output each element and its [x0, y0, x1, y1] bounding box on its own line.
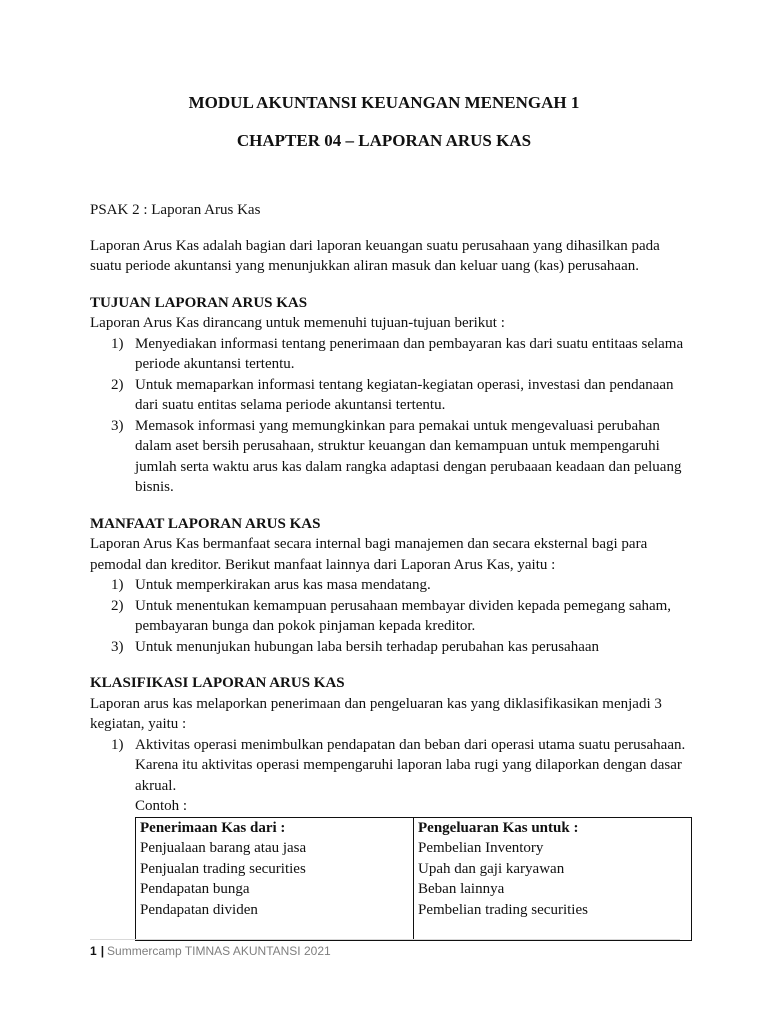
- manfaat-lead: Laporan Arus Kas bermanfaat secara internal bagi manajemen dan secara eksternal bagi para pemodal dan kreditor. Berikut manfaat lainnya dari Laporan Arus Kas, yaitu :: [90, 536, 648, 573]
- klasifikasi-list: [90, 735, 690, 797]
- intro-paragraph: Laporan Arus Kas adalah bagian dari laporan keuangan suatu perusahaan yang dihasilkan pada suatu periode akuntansi yang menunjukkan aliran masuk dan keluar uang (kas) perusahaan.: [90, 237, 660, 274]
- table-cell: [414, 817, 692, 941]
- table-cell-item: Pendapatan dividen: [140, 901, 258, 918]
- tujuan-list: [90, 334, 690, 498]
- contoh-label: Contoh :: [135, 798, 188, 814]
- tujuan-lead: Laporan Arus Kas dirancang untuk memenuhi tujuan-tujuan berikut :: [90, 315, 505, 331]
- table-cell-item: Penjualan trading securities: [140, 860, 306, 877]
- document-body: [90, 200, 690, 941]
- cash-flow-example-table: [135, 817, 692, 942]
- table-cell-item: Pembelian trading securities: [418, 901, 588, 918]
- page-footer: 1 | Summercamp TIMNAS AKUNTANSI 2021: [90, 944, 331, 958]
- pengeluaran-header: Pengeluaran Kas untuk :: [418, 819, 579, 836]
- tujuan-heading: TUJUAN LAPORAN ARUS KAS: [90, 294, 308, 311]
- footer-text: Summercamp TIMNAS AKUNTANSI 2021: [107, 944, 331, 958]
- list-item: 3) Untuk menunjukan hubungan laba bersih terhadap perubahan kas perusahaan: [111, 638, 600, 655]
- table-cell: [136, 817, 414, 941]
- table-row: [136, 817, 692, 941]
- page-number: 1: [90, 944, 97, 958]
- table-cell-item: Upah dan gaji karyawan: [418, 860, 565, 877]
- table-cell-item: Pendapatan bunga: [140, 881, 250, 897]
- list-item: 2) Untuk memaparkan informasi tentang kegiatan-kegiatan operasi, investasi dan pendanaan dari suatu entitas selama periode akuntansi tertentu.: [111, 376, 674, 413]
- klasifikasi-heading: KLASIFIKASI LAPORAN ARUS KAS: [90, 675, 345, 691]
- list-item: 1) Menyediakan informasi tentang penerimaan dan pembayaran kas dari suatu entitaas selama periode akuntansi tertentu.: [111, 335, 684, 372]
- manfaat-heading: MANFAAT LAPORAN ARUS KAS: [90, 515, 321, 532]
- klasifikasi-lead: Laporan arus kas melaporkan penerimaan dan pengeluaran kas yang diklasifikasikan menjadi 3 kegiatan, yaitu :: [90, 695, 662, 732]
- list-item: 1) Untuk memperkirakan arus kas masa mendatang.: [111, 577, 431, 593]
- chapter-title: CHAPTER 04 – LAPORAN ARUS KAS: [236, 131, 532, 150]
- manfaat-list: [90, 575, 690, 657]
- table-cell-item: Beban lainnya: [418, 881, 505, 897]
- list-item: 1) Aktivitas operasi menimbulkan pendapatan dan beban dari operasi utama suatu perusahaan. Karena itu aktivitas operasi mempengaruhi laporan laba rugi yang dilaporkan dengan dasar akrual.: [111, 736, 686, 794]
- footer-divider: [90, 939, 680, 940]
- table-cell-item: Pembelian Inventory: [418, 840, 544, 856]
- module-title: MODUL AKUNTANSI KEUANGAN MENENGAH 1: [188, 93, 580, 112]
- list-item: 2) Untuk menentukan kemampuan perusahaan membayar dividen kepada pemegang saham, pembayaran bunga dan pokok pinjaman kepada kreditor.: [111, 597, 672, 634]
- psak-line: PSAK 2 : Laporan Arus Kas: [90, 202, 261, 218]
- penerimaan-header: Penerimaan Kas dari :: [140, 819, 286, 836]
- list-item: 3) Memasok informasi yang memungkinkan para pemakai untuk mengevaluasi perubahan dalam aset bersih perusahaan, struktur keuangan dan kemampuan untuk mempengaruhi jumlah serta waktu arus kas dalam rangka adaptasi dengan perubaaan keadaan dan peluang bisnis.: [111, 417, 682, 495]
- table-cell-item: Penjualaan barang atau jasa: [140, 840, 307, 856]
